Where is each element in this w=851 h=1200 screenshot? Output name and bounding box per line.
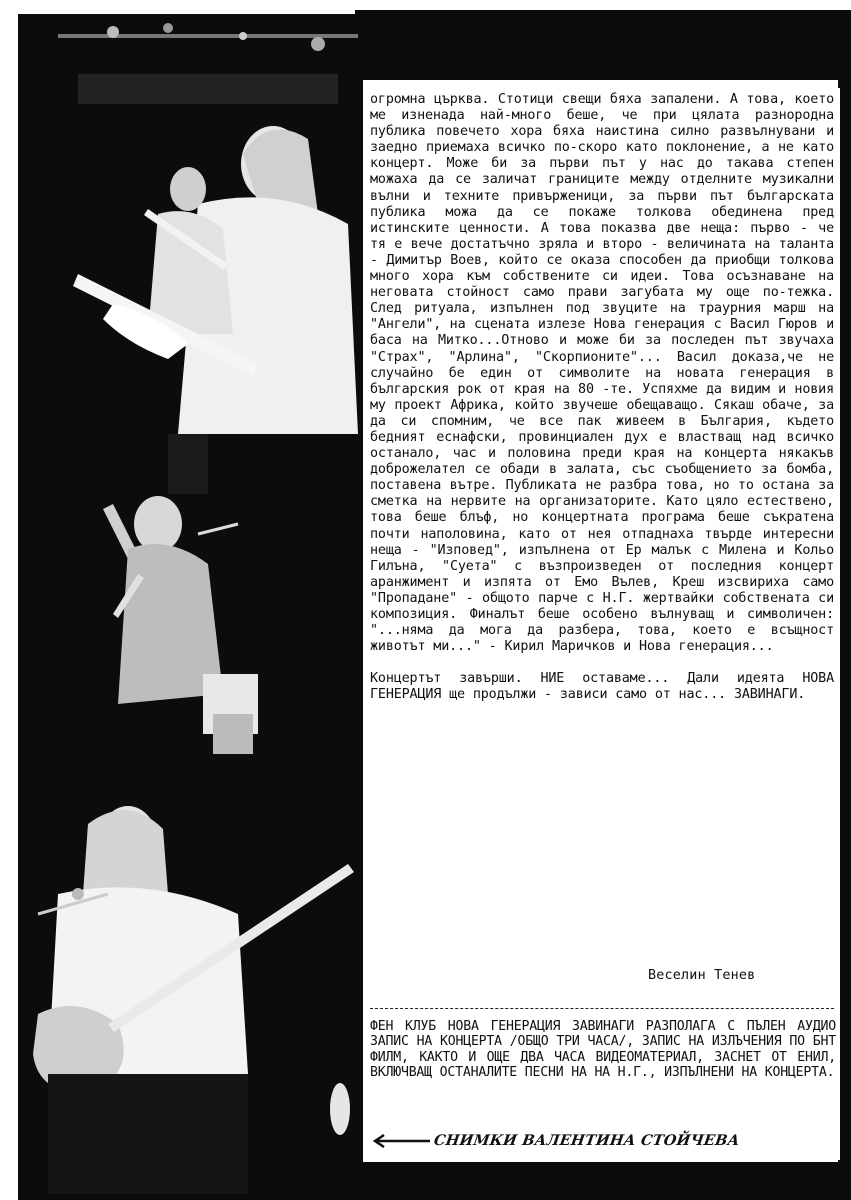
article-closing-paragraph: Концертът завърши. НИЕ оставаме... Дали идеята НОВА ГЕНЕРАЦИЯ ще продължи - зависи само от нас... ЗАВИНАГИ.	[370, 671, 834, 703]
dashed-divider	[370, 1008, 834, 1009]
concert-photos-image	[18, 14, 363, 1200]
bottom-dark-band	[355, 1162, 851, 1200]
fan-club-notice: ФЕН КЛУБ НОВА ГЕНЕРАЦИЯ ЗАВИНАГИ РАЗПОЛАГА С ПЪЛЕН АУДИО ЗАПИС НА КОНЦЕРТА /ОБЩО ТРИ ЧАСА/, ЗАПИС НА ИЗЛЪЧЕНИЯ ПО БНТ ФИЛМ, КАКТО И ОЩЕ ДВА ЧАСА ВИДЕОМАТЕРИАЛ, ЗАСНЕТ ОТ ЕНИЛ, ВКЛЮЧВАЩ ОСТАНАЛИТЕ ПЕСНИ НА НА Н.Г., ИЗПЪЛНЕНИ НА КОНЦЕРТА.	[370, 1019, 836, 1081]
arrow-left-icon	[372, 1134, 430, 1148]
article-body	[370, 92, 834, 703]
concert-photo-collage	[18, 14, 363, 1200]
photo-credit-text: СНИМКИ ВАЛЕНТИНА СТОЙЧЕВА	[432, 1132, 741, 1149]
author-signature: Веселин Тенев	[648, 968, 756, 983]
photo-credit	[372, 1132, 740, 1149]
top-dark-band	[355, 10, 851, 80]
article-paragraph: огромна църква. Стотици свещи бяха запалени. А това, което ме изненада най-много беше, че при цялата разнородна публика повечето хора бяха наистина силно развълнувани и заедно приемаха всичко по-скоро като поклонение, а не като концерт. Може би за първи път у нас до такава степен можаха да се заличат границите между отделните музикални вълни и техните привърженици, за първи път българската публика можа да се покаже толкова обединена пред истинските ценности. А това показва две неща: първо - че тя е вече достатъчно зряла и второ - величината на таланта - Димитър Воев, който се оказа способен да приобщи толкова много хора към собствените си идеи. Това осъзнаване на неговата стойност само прави загубата му още по-тежка. След ритуала, изпълнен под звуците на траурния марш на "Ангели", на сцената излезе Нова генерация с Васил Гюров и баса на Митко...Отново и може би за последен път звучаха "Страх", "Арлина", "Скорпионите"... Васил доказа,че не случайно бе един от символите на новата генерация в българския рок от края на 80 -те. Успяхме да видим и новия му проект Африка, който звучеше обещаващо. Сякаш обаче, за да си спомним, че все пак живеем в България, където бедният еснафски, провинциален дух е властващ над всичко останало, час и половина преди края на концерта някакъв доброжелател се обади в залата, със съобщението за бомба, поставена вътре. Публиката не разбра това, но то остана за сметка на нервите на организаторите. Като цяло естествено, това беше блъф, но концертната програма беше съкратена почти наполовина, като от нея отпаднаха твърде интересни неща - "Изповед", изпълнена от Ер малък с Милена и Кольо Гилъна, "Суета" с възпроизведен от последния концерт аранжимент и изпята от Емо Вълев, Креш изсвириха само "Пропадане" - общото парче с Н.Г. жертвайки собствената си композиция. Финалът беше особено вълнуващ и символичен: "...няма да мога да разбера, това, което е всъщност животът ми..." - Кирил Маричков и Нова генерация...	[370, 92, 834, 655]
